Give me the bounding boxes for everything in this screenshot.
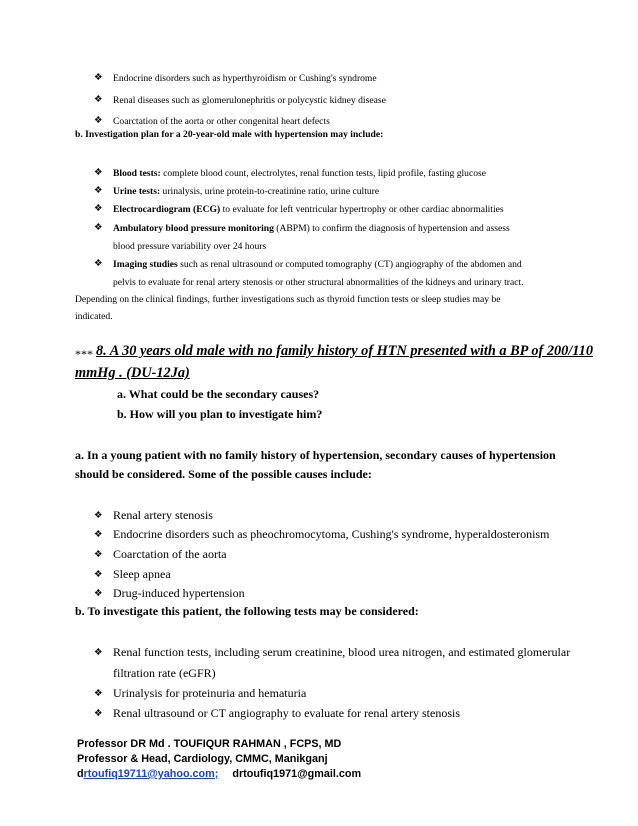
answer-a-intro: should be considered. Some of the possible causes include: bbox=[75, 467, 372, 481]
list-item: Renal ultrasound or CT angiography to evaluate for renal artery stenosis bbox=[113, 706, 461, 720]
item-label: Urine tests: bbox=[113, 186, 161, 197]
list-item bbox=[113, 167, 486, 181]
email-prefix: d bbox=[77, 768, 84, 780]
bullet-icon: ❖ bbox=[94, 204, 103, 214]
note-paragraph: indicated. bbox=[75, 311, 113, 322]
list-item bbox=[113, 258, 522, 272]
footer-author: Professor DR Md . TOUFIQUR RAHMAN , FCPS, MD bbox=[77, 738, 342, 750]
question-title-continued: mmHg . (DU-12Ja) bbox=[75, 365, 190, 381]
list-item: Sleep apnea bbox=[113, 567, 171, 581]
list-item bbox=[113, 185, 379, 199]
bullet-icon: ❖ bbox=[94, 73, 103, 83]
bullet-icon: ❖ bbox=[94, 168, 103, 178]
bullet-icon: ❖ bbox=[94, 95, 103, 105]
list-item-continued: blood pressure variability over 24 hours bbox=[113, 241, 267, 252]
footer-contact bbox=[77, 767, 361, 782]
bullet-icon: ❖ bbox=[94, 589, 103, 599]
item-label: Electrocardiogram (ECG) bbox=[113, 204, 221, 215]
item-text: to evaluate for left ventricular hypertrophy or other cardiac abnormalities bbox=[220, 204, 504, 215]
bullet-icon: ❖ bbox=[94, 570, 103, 580]
item-label: Ambulatory blood pressure monitoring bbox=[113, 223, 274, 234]
item-text: complete blood count, electrolytes, renal function tests, lipid profile, fasting glucose bbox=[160, 168, 487, 179]
list-item-continued: filtration rate (eGFR) bbox=[113, 666, 216, 680]
bullet-icon: ❖ bbox=[94, 530, 103, 540]
bullet-icon: ❖ bbox=[94, 116, 103, 126]
question-part-b: b. How will you plan to investigate him? bbox=[117, 407, 323, 421]
item-label: Imaging studies bbox=[113, 259, 178, 270]
item-text: urinalysis, urine protein-to-creatinine ratio, urine culture bbox=[160, 186, 380, 197]
question-part-a: a. What could be the secondary causes? bbox=[117, 387, 320, 401]
note-paragraph: Depending on the clinical findings, further investigations such as thyroid function tests or sleep studies may be bbox=[75, 294, 501, 305]
question-stars: *** bbox=[75, 347, 93, 361]
list-item: Coarctation of the aorta bbox=[113, 547, 227, 561]
bullet-icon: ❖ bbox=[94, 259, 103, 269]
list-item bbox=[113, 222, 510, 236]
email-link[interactable]: rtoufiq19711@yahoo.com; bbox=[83, 768, 219, 780]
list-item: Drug-induced hypertension bbox=[113, 586, 245, 600]
list-item: Endocrine disorders such as pheochromocytoma, Cushing's syndrome, hyperaldosteronism bbox=[113, 527, 550, 541]
bullet-icon: ❖ bbox=[94, 511, 103, 521]
list-item: Endocrine disorders such as hyperthyroidism or Cushing's syndrome bbox=[113, 73, 377, 84]
item-text: (ABPM) to confirm the diagnosis of hypertension and assess bbox=[273, 223, 510, 234]
bullet-icon: ❖ bbox=[94, 550, 103, 560]
bullet-icon: ❖ bbox=[94, 648, 103, 658]
footer-affiliation: Professor & Head, Cardiology, CMMC, Manikganj bbox=[77, 753, 328, 765]
list-item: Renal function tests, including serum creatinine, blood urea nitrogen, and estimated glomerular bbox=[113, 645, 571, 659]
answer-b-heading: b. To investigate this patient, the following tests may be considered: bbox=[75, 604, 419, 618]
list-item: Renal artery stenosis bbox=[113, 508, 213, 522]
question-title: 8. A 30 years old male with no family history of HTN presented with a BP of 200/110 bbox=[96, 343, 593, 359]
list-item: Coarctation of the aorta or other congenital heart defects bbox=[113, 116, 330, 127]
list-item: Urinalysis for proteinuria and hematuria bbox=[113, 686, 307, 700]
bullet-icon: ❖ bbox=[94, 689, 103, 699]
answer-a-intro: a. In a young patient with no family history of hypertension, secondary causes of hypertension bbox=[75, 448, 556, 462]
item-text: such as renal ultrasound or computed tomography (CT) angiography of the abdomen and bbox=[177, 259, 522, 270]
list-item: Renal diseases such as glomerulonephritis or polycystic kidney disease bbox=[113, 95, 386, 106]
section-heading: b. Investigation plan for a 20-year-old male with hypertension may include: bbox=[75, 129, 384, 140]
item-label: Blood tests: bbox=[113, 168, 161, 179]
list-item bbox=[113, 203, 504, 217]
bullet-icon: ❖ bbox=[94, 223, 103, 233]
bullet-icon: ❖ bbox=[94, 186, 103, 196]
email-secondary: drtoufiq1971@gmail.com bbox=[232, 768, 362, 780]
list-item-continued: pelvis to evaluate for renal artery stenosis or other structural abnormalities of the kidneys and urinary tract. bbox=[113, 277, 524, 288]
bullet-icon: ❖ bbox=[94, 709, 103, 719]
